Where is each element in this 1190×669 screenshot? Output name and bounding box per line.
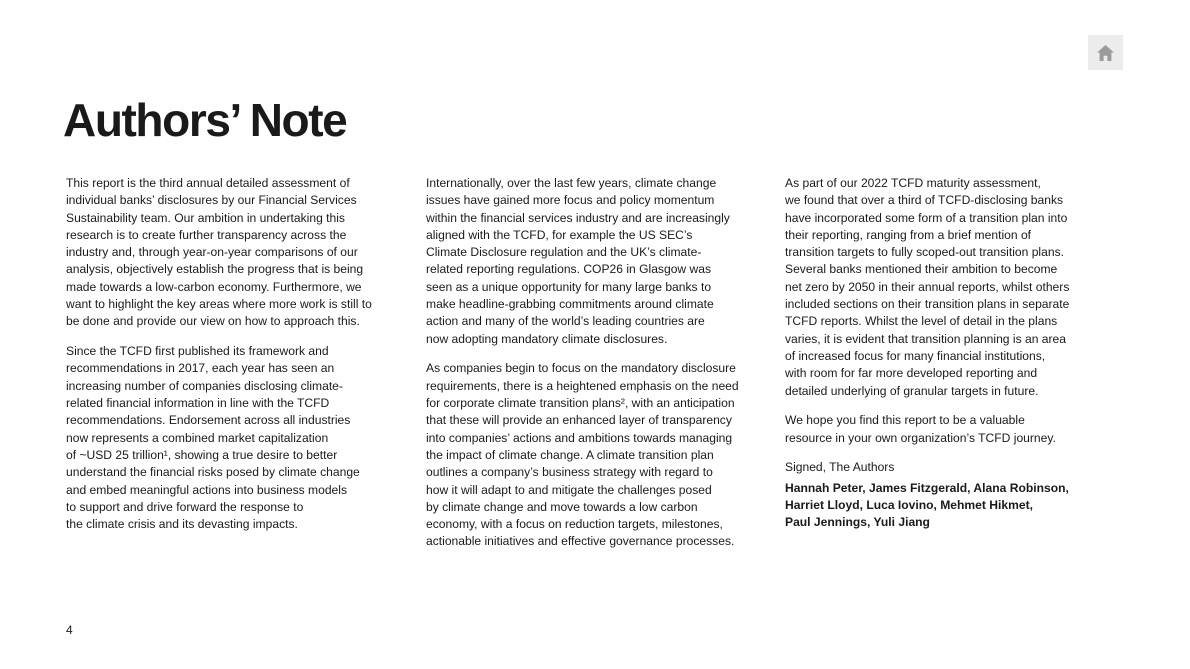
text-line: have incorporated some form of a transition plan into bbox=[785, 210, 1068, 225]
text-line: This report is the third annual detailed assessment of bbox=[66, 176, 350, 190]
text-line: transition targets to fully scoped-out transition plans. bbox=[785, 245, 1064, 260]
home-icon bbox=[1096, 44, 1115, 62]
text-line: related financial information in line with the TCFD bbox=[66, 396, 330, 411]
text-line: aligned with the TCFD, for example the US SEC’s bbox=[426, 227, 693, 242]
text-line: within the financial services industry and are increasingly bbox=[426, 210, 730, 225]
text-line: As companies begin to focus on the mandatory disclosure bbox=[426, 361, 736, 376]
text-line: outlines a company’s business strategy with regard to bbox=[426, 465, 713, 480]
author-line: Harriet Lloyd, Luca Iovino, Mehmet Hikmet, bbox=[785, 498, 1033, 513]
paragraph bbox=[785, 175, 1130, 400]
text-line: their reporting, ranging from a brief mention of bbox=[785, 227, 1032, 242]
text-line: industry and, through year-on-year comparisons of our bbox=[66, 245, 358, 260]
text-line: that these will provide an enhanced layer of transparency bbox=[426, 413, 732, 428]
text-line: we found that over a third of TCFD-disclosing banks bbox=[785, 193, 1064, 208]
text-line: and embed meaningful actions into business models bbox=[66, 482, 348, 497]
text-line: increasing number of companies disclosing climate- bbox=[66, 378, 343, 393]
text-line: As part of our 2022 TCFD maturity assessment, bbox=[785, 176, 1041, 190]
author-line: Hannah Peter, James Fitzgerald, Alana Robinson, bbox=[785, 480, 1069, 495]
text-line: related reporting regulations. COP26 in Glasgow was bbox=[426, 262, 712, 277]
text-line: Climate Disclosure regulation and the UK’s climate- bbox=[426, 245, 702, 260]
text-line: action and many of the world’s leading countries are bbox=[426, 314, 705, 329]
text-line: recommendations in 2017, each year has seen an bbox=[66, 361, 335, 376]
paragraph bbox=[785, 412, 1130, 447]
text-line: economy, with a focus on reduction targets, milestones, bbox=[426, 517, 723, 532]
text-column-1 bbox=[66, 175, 411, 546]
text-line: requirements, there is a heightened emphasis on the need bbox=[426, 378, 739, 393]
paragraph bbox=[66, 343, 411, 533]
text-line: net zero by 2050 in their annual reports, whilst others bbox=[785, 279, 1070, 294]
text-line: by climate change and move towards a low carbon bbox=[426, 499, 698, 514]
paragraph bbox=[426, 175, 771, 348]
text-line: resource in your own organization’s TCFD journey. bbox=[785, 430, 1056, 445]
text-line: Sustainability team. Our ambition in undertaking this bbox=[66, 210, 345, 225]
page-title: Authors’ Note bbox=[63, 94, 347, 146]
text-line: Internationally, over the last few years, climate change bbox=[426, 176, 717, 190]
text-line: We hope you find this report to be a valuable bbox=[785, 413, 1025, 428]
text-line: included sections on their transition plans in separate bbox=[785, 297, 1070, 312]
text-line: made towards a low-carbon economy. Furthermore, we bbox=[66, 279, 362, 294]
text-line: to support and drive forward the response to bbox=[66, 499, 304, 514]
text-line: want to highlight the key areas where more work is still to bbox=[66, 297, 372, 312]
home-button[interactable] bbox=[1088, 35, 1123, 70]
author-line: Paul Jennings, Yuli Jiang bbox=[785, 515, 930, 530]
text-line: detailed underlying of granular targets in future. bbox=[785, 383, 1039, 398]
text-line: the impact of climate change. A climate transition plan bbox=[426, 447, 714, 462]
page-number: 4 bbox=[66, 623, 73, 637]
text-line: recommendations. Endorsement across all industries bbox=[66, 413, 351, 428]
text-line: Signed, The Authors bbox=[785, 460, 895, 475]
text-line: of ~USD 25 trillion¹, showing a true desire to better bbox=[66, 447, 338, 462]
paragraph bbox=[426, 360, 771, 550]
text-line: seen as a unique opportunity for many large banks to bbox=[426, 279, 712, 294]
text-line: be done and provide our view on how to approach this. bbox=[66, 314, 360, 329]
text-line: into companies’ actions and ambitions towards managing bbox=[426, 430, 733, 445]
text-line: how it will adapt to and mitigate the challenges posed bbox=[426, 482, 712, 497]
text-line: issues have gained more focus and policy momentum bbox=[426, 193, 715, 208]
text-line: with room for far more developed reporting and bbox=[785, 366, 1038, 381]
text-line: Since the TCFD first published its framework and bbox=[66, 344, 329, 359]
text-column-3 bbox=[785, 175, 1130, 544]
text-line: the climate crisis and its devasting impacts. bbox=[66, 517, 298, 532]
text-line: individual banks’ disclosures by our Financial Services bbox=[66, 193, 357, 208]
text-line: make headline-grabbing commitments around climate bbox=[426, 297, 714, 312]
text-line: Several banks mentioned their ambition to become bbox=[785, 262, 1058, 277]
text-line: of increased focus for many financial institutions, bbox=[785, 348, 1046, 363]
text-line: now represents a combined market capitalization bbox=[66, 430, 329, 445]
text-line: research is to create further transparency across the bbox=[66, 227, 347, 242]
text-line: analysis, objectively establish the progress that is being bbox=[66, 262, 364, 277]
signed-label bbox=[785, 459, 1130, 476]
text-line: for corporate climate transition plans², with an anticipation bbox=[426, 396, 735, 411]
text-line: now adopting mandatory climate disclosures. bbox=[426, 331, 668, 346]
paragraph bbox=[66, 175, 411, 331]
text-line: varies, it is evident that transition planning is an area bbox=[785, 331, 1067, 346]
text-line: TCFD reports. Whilst the level of detail in the plans bbox=[785, 314, 1058, 329]
author-names bbox=[785, 480, 1130, 532]
text-line: understand the financial risks posed by climate change bbox=[66, 465, 360, 480]
text-line: actionable initiatives and effective governance processes. bbox=[426, 534, 735, 549]
text-column-2 bbox=[426, 175, 771, 563]
